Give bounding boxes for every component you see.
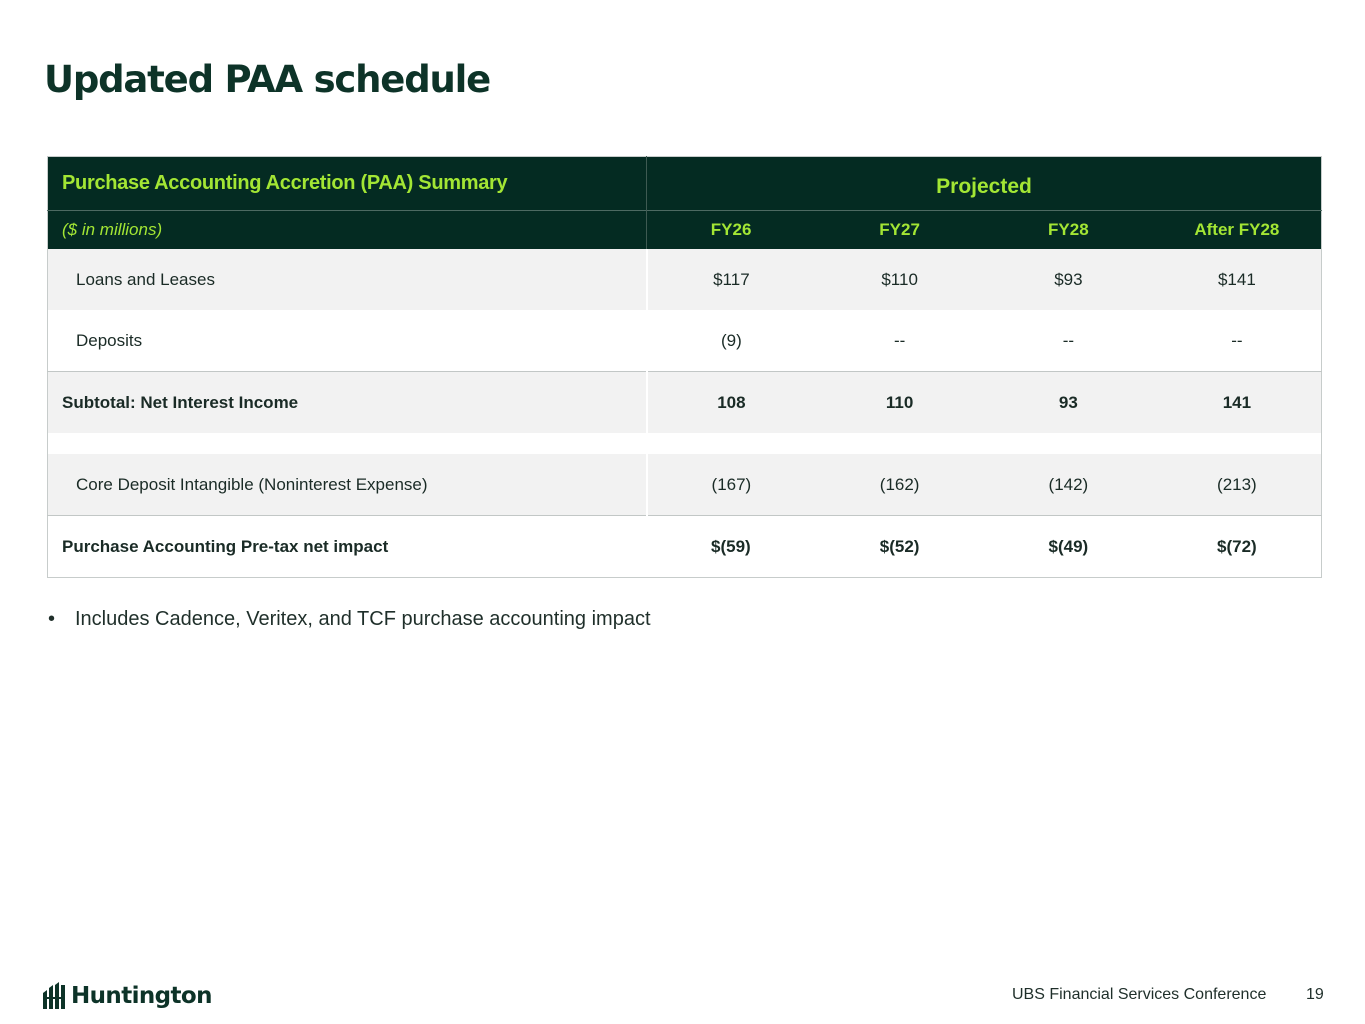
- table-row-subtotal-nii: [48, 372, 1322, 434]
- cell-value: $110: [815, 249, 984, 310]
- table-header-label: Purchase Accounting Accretion (PAA) Summary: [48, 157, 647, 211]
- table-header-row: [48, 157, 1322, 211]
- cell-value: 141: [1153, 372, 1322, 434]
- page-number: 19: [1306, 986, 1324, 1003]
- huntington-mark-icon: [43, 981, 65, 1011]
- cell-value: (142): [984, 454, 1153, 516]
- column-header-fy28: FY28: [984, 211, 1153, 250]
- cell-value: $117: [647, 249, 816, 310]
- row-label: Loans and Leases: [48, 249, 647, 310]
- notes-list: [48, 608, 651, 631]
- cell-value: $141: [1153, 249, 1322, 310]
- paa-summary-table: [47, 156, 1322, 578]
- cell-value: (167): [647, 454, 816, 516]
- note-text: Includes Cadence, Veritex, and TCF purchase accounting impact: [75, 608, 651, 630]
- column-header-fy26: FY26: [647, 211, 816, 250]
- cell-value: --: [1153, 310, 1322, 372]
- units-label: ($ in millions): [48, 211, 647, 250]
- row-label: Purchase Accounting Pre-tax net impact: [48, 516, 647, 578]
- cell-value: $(49): [984, 516, 1153, 578]
- cell-value: (213): [1153, 454, 1322, 516]
- row-label: Core Deposit Intangible (Noninterest Expense): [48, 454, 647, 516]
- column-header-after-fy28: After FY28: [1153, 211, 1322, 250]
- cell-value: 93: [984, 372, 1153, 434]
- table-row-core-deposit-intangible: [48, 454, 1322, 516]
- page-title: Updated PAA schedule: [44, 58, 490, 101]
- cell-value: $(52): [815, 516, 984, 578]
- cell-value: (9): [647, 310, 816, 372]
- cell-value: --: [815, 310, 984, 372]
- table-column-header-row: [48, 211, 1322, 250]
- table-row-pretax-net-impact: [48, 516, 1322, 578]
- cell-value: --: [984, 310, 1153, 372]
- cell-value: 110: [815, 372, 984, 434]
- cell-value: (162): [815, 454, 984, 516]
- cell-value: $93: [984, 249, 1153, 310]
- table-row-loans-and-leases: [48, 249, 1322, 310]
- cell-value: $(59): [647, 516, 816, 578]
- huntington-logo: [43, 981, 212, 1011]
- column-header-fy27: FY27: [815, 211, 984, 250]
- cell-value: $(72): [1153, 516, 1322, 578]
- logo-text: Huntington: [71, 983, 212, 1009]
- note-item: [48, 608, 651, 631]
- bullet-icon: •: [48, 608, 56, 630]
- table-row-deposits: [48, 310, 1322, 372]
- table-spacer-row: [48, 433, 1322, 454]
- footer-conference: UBS Financial Services Conference: [1012, 986, 1267, 1003]
- cell-value: 108: [647, 372, 816, 434]
- projected-header: Projected: [647, 157, 1322, 211]
- row-label: Subtotal: Net Interest Income: [48, 372, 647, 434]
- row-label: Deposits: [48, 310, 647, 372]
